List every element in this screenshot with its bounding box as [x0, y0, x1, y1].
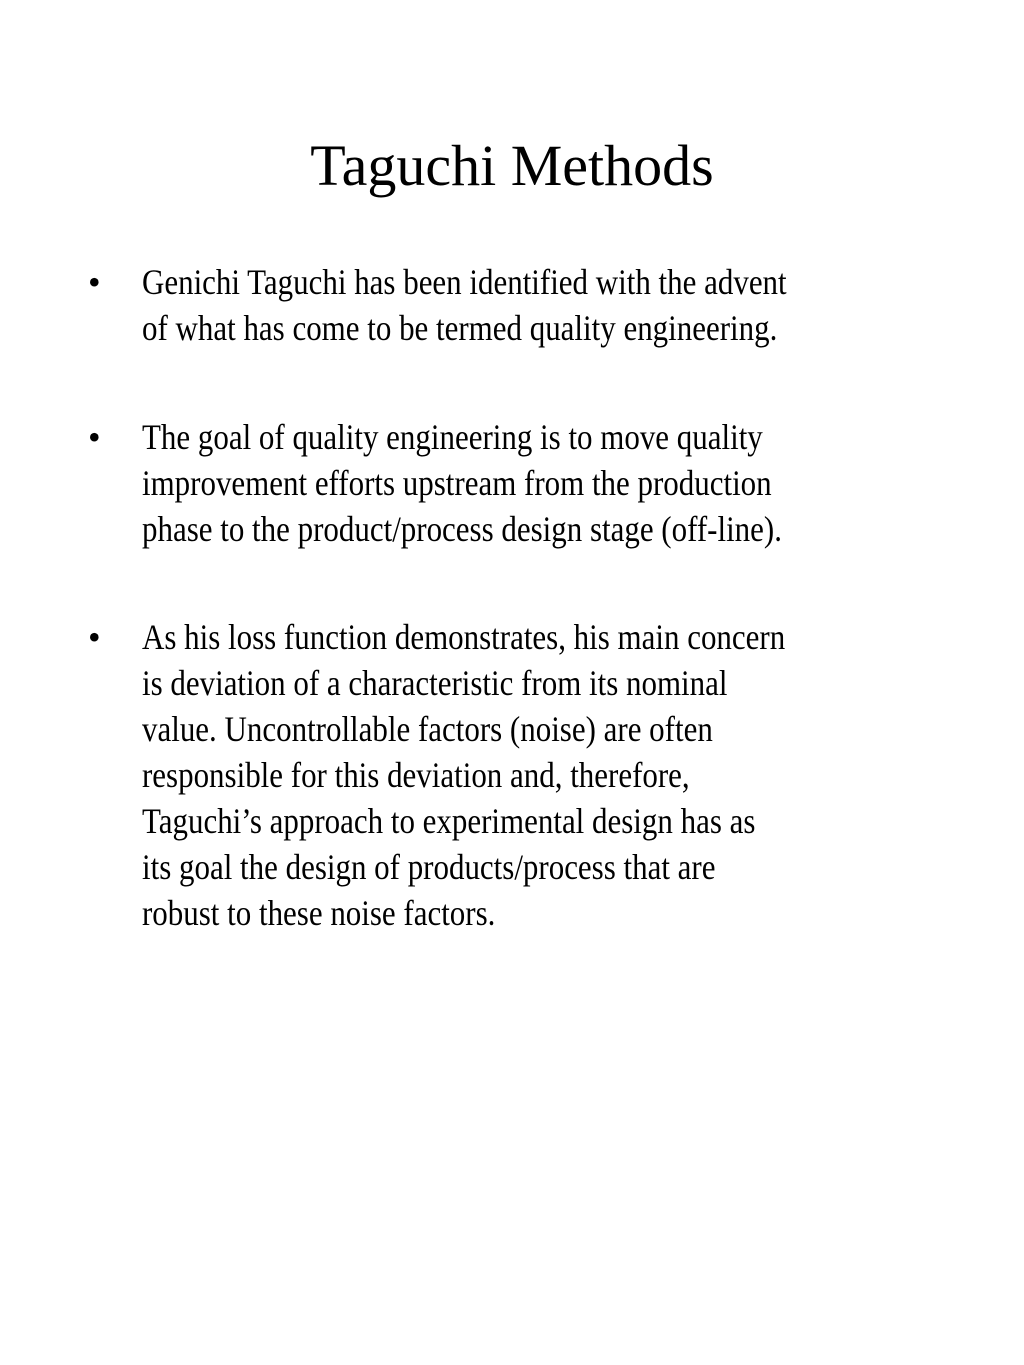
slide-title: Taguchi Methods: [310, 133, 714, 198]
text-line: of what has come to be termed quality engineering.: [142, 308, 778, 348]
text-line: Genichi Taguchi has been identified with the advent: [142, 262, 787, 302]
bullet-text: [142, 414, 886, 552]
text-line: value. Uncontrollable factors (noise) are often: [142, 709, 713, 749]
text-line: As his loss function demonstrates, his main concern: [142, 617, 786, 657]
text-line: its goal the design of products/process that are: [142, 847, 716, 887]
text-line: responsible for this deviation and, therefore,: [142, 755, 690, 795]
text-line: improvement efforts upstream from the production: [142, 463, 772, 503]
text-line: robust to these noise factors.: [142, 893, 496, 933]
bullet-text: [142, 259, 892, 351]
bullet-icon: •: [88, 617, 101, 657]
text-line: phase to the product/process design stage (off-line).: [142, 509, 782, 549]
bullet-text: [142, 614, 890, 936]
text-line: is deviation of a characteristic from its nominal: [142, 663, 728, 703]
text-line: Taguchi’s approach to experimental design has as: [142, 801, 756, 841]
bullet-icon: •: [88, 417, 101, 457]
text-line: The goal of quality engineering is to move quality: [142, 417, 763, 457]
bullet-icon: •: [88, 262, 101, 302]
